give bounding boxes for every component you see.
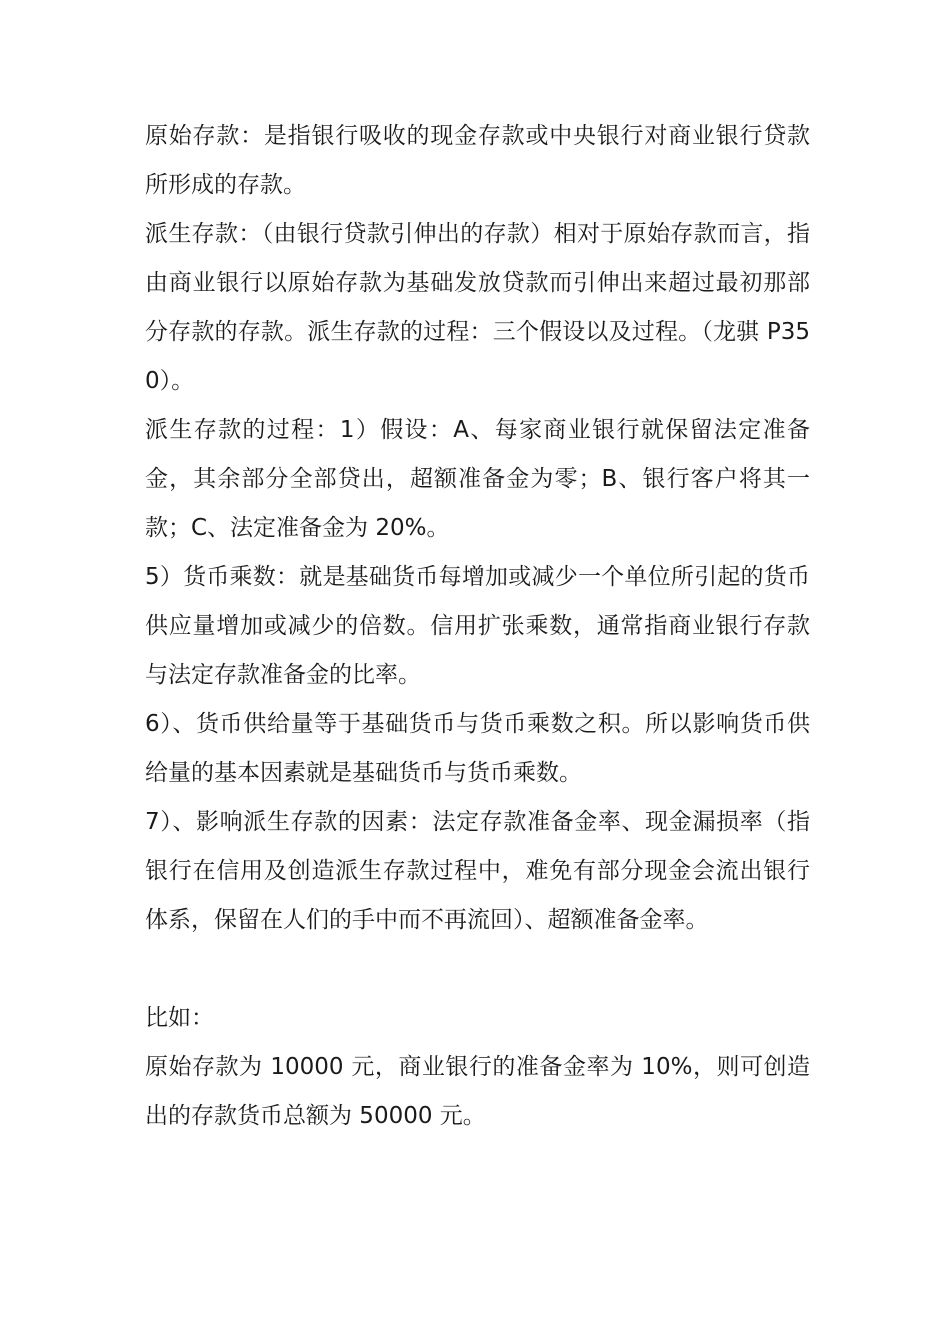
paragraph-derivation-process: 派生存款的过程：1）假设：A、每家商业银行就保留法定准备金，其余部分全部贷出，超额准备金为零；B、银行客户将其一款；C、法定准备金为 20%。 [145,417,810,541]
paragraph-influencing-factors: 7）、影响派生存款的因素：法定存款准备金率、现金漏损率（指银行在信用及创造派生存款过程中，难免有部分现金会流出银行体系，保留在人们的手中而不再流回）、超额准备金率。 [145,809,810,933]
paragraph-derived-deposit: 派生存款：（由银行贷款引伸出的存款）相对于原始存款而言，指由商业银行以原始存款为基础发放贷款而引伸出来超过最初那部分存款的存款。派生存款的过程：三个假设以及过程。（龙骐 P350）。 [145,221,810,394]
paragraph-money-supply: 6）、货币供给量等于基础货币与货币乘数之积。所以影响货币供给量的基本因素就是基础货币与货币乘数。 [145,711,810,786]
paragraph-original-deposit: 原始存款：是指银行吸收的现金存款或中央银行对商业银行贷款所形成的存款。 [145,123,810,198]
paragraph-money-multiplier: 5）货币乘数：就是基础货币每增加或减少一个单位所引起的货币供应量增加或减少的倍数。信用扩张乘数，通常指商业银行存款与法定存款准备金的比率。 [145,564,810,688]
paragraph-spacer [145,945,810,994]
document-body [145,112,810,1141]
example-heading: 比如： [145,1005,214,1031]
example-text: 原始存款为 10000 元，商业银行的准备金率为 10%，则可创造出的存款货币总额为 50000 元。 [145,1054,810,1129]
